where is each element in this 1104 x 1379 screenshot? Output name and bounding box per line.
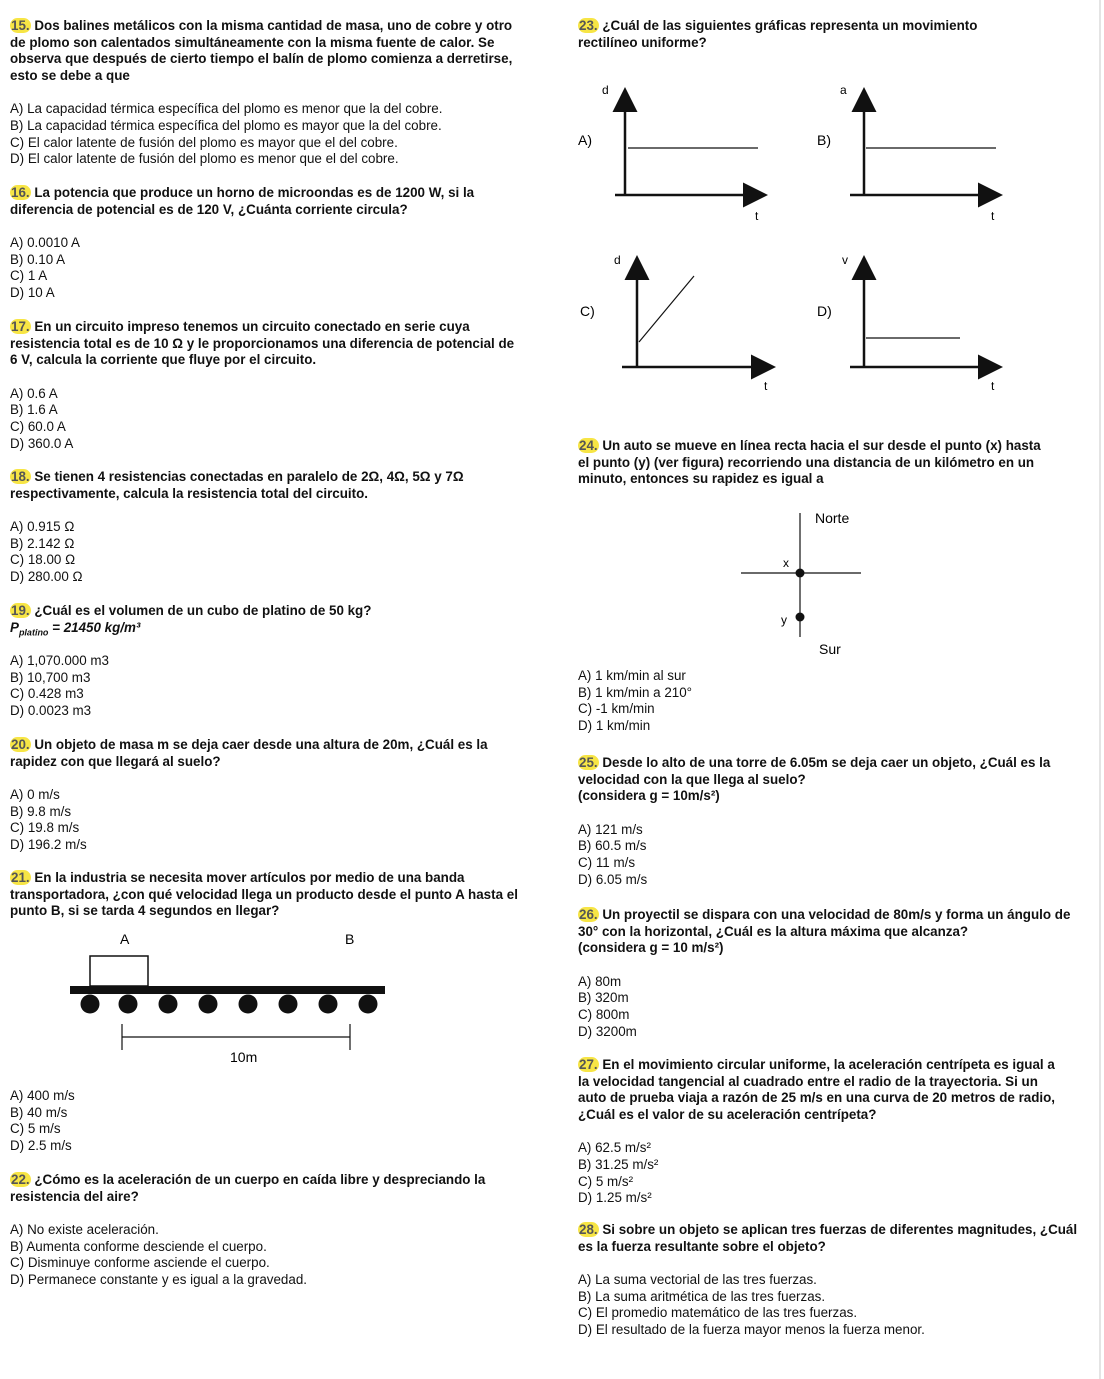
graph-c-x-label: t <box>764 379 768 393</box>
question-27 <box>578 1057 1068 1207</box>
option-c[interactable]: C) 18.00 Ω <box>10 552 76 568</box>
question-number: 25. <box>579 755 598 770</box>
question-text: Un auto se mueve en línea recta hacia el sur desde el punto (x) hasta el punto (y) (ver figura) recorriendo una distancia de un kilómetro en un minuto, entonces su rapidez es igual a <box>578 438 1041 487</box>
motion-graphs <box>570 80 1010 400</box>
question-number: 22. <box>11 1172 30 1187</box>
option-a[interactable]: A) No existe aceleración. <box>10 1222 159 1238</box>
option-a[interactable]: A) 0.915 Ω <box>10 519 75 535</box>
point-y-label: y <box>781 613 787 627</box>
graph-b-letter: B) <box>817 132 831 148</box>
question-number: 17. <box>11 319 30 334</box>
question-number: 27. <box>579 1057 598 1072</box>
option-a[interactable]: A) 0 m/s <box>10 787 60 803</box>
option-d[interactable]: D) 10 A <box>10 284 55 300</box>
conveyor-belt-figure <box>60 924 400 1070</box>
graph-c-letter: C) <box>580 303 595 319</box>
density-formula: $P_{platino} = 21450$ kg/m³ <box>10 619 141 638</box>
question-23 <box>578 18 1028 51</box>
question-text: Dos balines metálicos con la misma cantidad de masa, uno de cobre y otro de plomo son calentados simultáneamente con la misma fuente de calor. Se observa que después de cierto tiempo el balín de plomo comienza a derretirse, esto se debe a que <box>10 18 513 83</box>
question-text: La potencia que produce un horno de microondas es de 1200 W, si la diferencia de potencial es de 120 V, ¿Cuánta corriente circula? <box>10 185 475 217</box>
question-number: 18. <box>11 469 30 484</box>
question-24 <box>578 438 1048 488</box>
graph-c-y-label: d <box>614 253 621 267</box>
consider-note: (considera g = 10 m/s²) <box>578 940 724 956</box>
option-b[interactable]: B) La capacidad térmica específica del plomo es mayor que la del cobre. <box>10 117 442 133</box>
south-label: Sur <box>819 641 841 657</box>
option-a[interactable]: A) 80m <box>578 973 622 989</box>
point-x-label: x <box>783 556 789 570</box>
question-text: Un objeto de masa m se deja caer desde una altura de 20m, ¿Cuál es la rapidez con que llegará al suelo? <box>10 737 488 769</box>
option-b[interactable]: B) 0.10 A <box>10 251 66 267</box>
north-label: Norte <box>815 510 850 526</box>
option-a[interactable]: A) 62.5 m/s² <box>578 1140 651 1156</box>
graph-d-y-label: v <box>842 253 848 267</box>
belt <box>70 986 385 994</box>
option-b[interactable]: B) 1.6 A <box>10 402 58 418</box>
product-box <box>90 956 148 986</box>
question-28 <box>578 1222 1078 1339</box>
question-text: En un circuito impreso tenemos un circuito conectado en serie cuya resistencia total es de 10 Ω y le proporcionamos una diferencia de potencial de 6 V, calcula la corriente que fluye por el circuito. <box>10 319 515 368</box>
question-17 <box>10 319 515 452</box>
question-number: 26. <box>579 907 598 922</box>
graph-b-x-label: t <box>991 209 995 223</box>
question-16 <box>10 185 515 302</box>
question-number: 24. <box>579 438 598 453</box>
graph-d-letter: D) <box>817 303 832 319</box>
option-c[interactable]: C) Disminuye conforme asciende el cuerpo. <box>10 1255 270 1271</box>
question-19 <box>10 603 515 720</box>
option-a[interactable]: A) 1,070.000 m3 <box>10 653 110 669</box>
question-number: 20. <box>11 737 30 752</box>
graph-a-y-label: d <box>602 83 609 97</box>
option-a[interactable]: A) 400 m/s <box>10 1088 75 1103</box>
option-c[interactable]: C) 800m <box>578 1006 630 1022</box>
option-b[interactable]: B) 1 km/min a 210° <box>578 684 693 700</box>
consider-note: (considera g = 10m/s²) <box>578 788 720 804</box>
option-a[interactable]: A) 121 m/s <box>578 821 643 837</box>
option-b[interactable]: B) 31.25 m/s² <box>578 1156 659 1172</box>
page-edge <box>1099 0 1101 1379</box>
graph-c-line <box>639 276 694 342</box>
option-a[interactable]: A) 0.0010 A <box>10 235 80 251</box>
option-d[interactable]: D) 196.2 m/s <box>10 836 87 852</box>
option-a[interactable]: A) 0.6 A <box>10 385 58 401</box>
graph-a-x-label: t <box>755 209 759 223</box>
question-text: ¿Cómo es la aceleración de un cuerpo en caída libre y despreciando la resistencia del aire? <box>10 1172 486 1204</box>
compass-figure <box>735 505 875 665</box>
option-b[interactable]: B) 60.5 m/s <box>578 838 647 854</box>
question-number: 23. <box>579 18 598 33</box>
question-24-options <box>578 668 1048 734</box>
option-a[interactable]: A) La capacidad térmica específica del plomo es menor que la del cobre. <box>10 101 443 117</box>
question-number: 16. <box>11 185 30 200</box>
question-21-options <box>10 1088 520 1154</box>
option-d[interactable]: D) 2.5 m/s <box>10 1137 72 1153</box>
option-c[interactable]: C) 60.0 A <box>10 418 66 434</box>
point-y <box>796 613 805 622</box>
question-number: 28. <box>579 1222 598 1237</box>
question-21 <box>10 870 520 920</box>
option-c[interactable]: C) 11 m/s <box>578 854 636 870</box>
option-c[interactable]: C) 19.8 m/s <box>10 820 80 836</box>
distance-marker <box>122 1024 350 1050</box>
option-c[interactable]: C) El promedio matemático de las tres fuerzas. <box>578 1305 858 1321</box>
option-d[interactable]: D) 6.05 m/s <box>578 871 648 887</box>
option-d[interactable]: D) 0.0023 m3 <box>10 702 92 718</box>
option-b[interactable]: B) Aumenta conforme desciende el cuerpo. <box>10 1238 267 1254</box>
option-b[interactable]: B) La suma aritmética de las tres fuerzas. <box>578 1288 826 1304</box>
option-d[interactable]: D) El calor latente de fusión del plomo es menor que el del cobre. <box>10 151 399 167</box>
option-a[interactable]: A) La suma vectorial de las tres fuerzas. <box>578 1272 817 1288</box>
option-b[interactable]: B) 320m <box>578 990 629 1006</box>
question-25 <box>578 755 1078 888</box>
option-b[interactable]: B) 9.8 m/s <box>10 803 72 819</box>
distance-label: 10m <box>230 1049 258 1065</box>
option-d[interactable]: D) 1 km/min <box>578 717 651 733</box>
option-b[interactable]: B) 2.142 Ω <box>10 535 75 551</box>
graph-a-letter: A) <box>578 132 592 148</box>
option-c[interactable]: C) 5 m/s² <box>578 1173 634 1189</box>
question-22 <box>10 1172 520 1289</box>
graph-b[interactable] <box>817 83 998 223</box>
option-c[interactable]: C) El calor latente de fusión del plomo es mayor que el del cobre. <box>10 134 398 150</box>
option-d[interactable]: D) 3200m <box>578 1023 637 1039</box>
graph-d[interactable] <box>817 253 998 393</box>
question-15 <box>10 18 515 168</box>
question-text: Si sobre un objeto se aplican tres fuerzas de diferentes magnitudes, ¿Cuál es la fuerza resultante sobre el objeto? <box>578 1222 1078 1254</box>
option-a[interactable]: A) 1 km/min al sur <box>578 668 686 683</box>
question-number: 15. <box>11 18 30 33</box>
point-b-label: B <box>345 931 355 947</box>
graph-c[interactable] <box>580 253 771 393</box>
option-c[interactable]: C) 0.428 m3 <box>10 686 84 702</box>
option-b[interactable]: B) 40 m/s <box>10 1104 68 1120</box>
question-number: 19. <box>11 603 30 618</box>
point-x <box>796 569 805 578</box>
option-d[interactable]: D) 360.0 A <box>10 435 74 451</box>
question-text: Desde lo alto de una torre de 6.05m se deja caer un objeto, ¿Cuál es la velocidad con la que llega al suelo? <box>578 755 1051 787</box>
question-text: ¿Cuál de las siguientes gráficas representa un movimiento rectilíneo uniforme? <box>578 18 978 50</box>
question-18 <box>10 469 515 586</box>
option-c[interactable]: C) 5 m/s <box>10 1121 61 1137</box>
question-26 <box>578 907 1078 1040</box>
option-d[interactable]: D) El resultado de la fuerza mayor menos la fuerza menor. <box>578 1321 925 1337</box>
graph-b-y-label: a <box>840 83 847 97</box>
question-20 <box>10 737 520 854</box>
option-d[interactable]: D) 280.00 Ω <box>10 568 83 584</box>
question-text: En el movimiento circular uniforme, la aceleración centrípeta es igual a la velocidad tangencial al cuadrado entre el radio de la trayectoria. Si un auto de prueba viaja a razón de 25 m/s en una curva de 20 metros de radio, ¿Cuál es el valor de su aceleración centrípeta? <box>578 1057 1056 1122</box>
option-d[interactable]: D) Permanece constante y es igual a la gravedad. <box>10 1271 307 1287</box>
option-c[interactable]: C) 1 A <box>10 268 48 284</box>
graph-a[interactable] <box>578 83 763 223</box>
question-number: 21. <box>11 870 30 885</box>
question-text: Se tienen 4 resistencias conectadas en paralelo de 2Ω, 4Ω, 5Ω y 7Ω respectivamente, calcula la resistencia total del circuito. <box>10 469 464 501</box>
question-text: En la industria se necesita mover artículos por medio de una banda transportadora, ¿con qué velocidad llega un producto desde el punto A hasta el punto B, si se tarda 4 segundos en llegar? <box>10 870 518 919</box>
option-d[interactable]: D) 1.25 m/s² <box>578 1190 652 1206</box>
option-c[interactable]: C) -1 km/min <box>578 701 655 717</box>
question-text: ¿Cuál es el volumen de un cubo de platino de 50 kg? <box>34 603 372 618</box>
graph-d-x-label: t <box>991 379 995 393</box>
question-text: Un proyectil se dispara con una velocidad de 80m/s y forma un ángulo de 30° con la horizontal, ¿Cuál es la altura máxima que alcanza? <box>578 907 1071 939</box>
option-b[interactable]: B) 10,700 m3 <box>10 669 91 685</box>
belt-rollers <box>81 995 378 1014</box>
point-a-label: A <box>120 931 130 947</box>
